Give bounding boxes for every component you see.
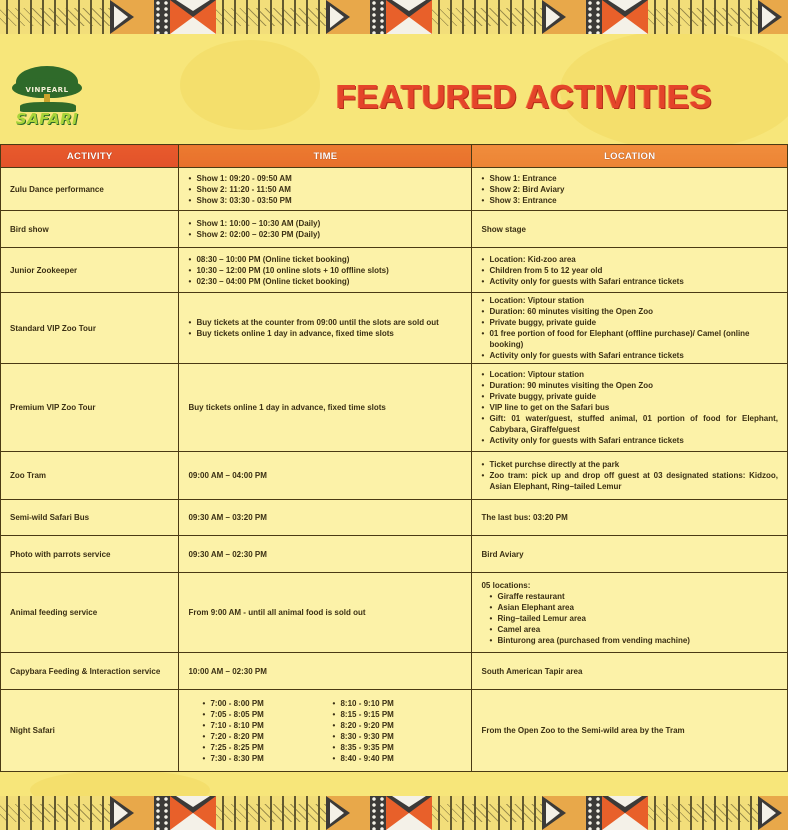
pattern-dots [586, 796, 602, 830]
location-cell [472, 364, 788, 452]
activity-name: Standard VIP Zoo Tour [1, 293, 179, 364]
activity-name: Premium VIP Zoo Tour [1, 364, 179, 452]
pattern-triangle [110, 796, 154, 830]
time-cell [179, 248, 472, 293]
activity-name: Photo with parrots service [1, 536, 179, 573]
time-list-first [202, 698, 332, 764]
location-cell: South American Tapir area [472, 653, 788, 690]
list-item: • Show 3: 03:30 - 03:50 PM [188, 195, 462, 206]
tribal-pattern-border-top [0, 0, 788, 34]
location-cell [472, 452, 788, 500]
tribal-pattern-icon [0, 796, 216, 830]
list-item: • Location: Viptour station [481, 295, 778, 306]
tribal-pattern-icon [432, 796, 648, 830]
list-item: • Asian Elephant area [489, 602, 778, 613]
list-item: • Show 1: 10:00 – 10:30 AM (Daily) [188, 218, 462, 229]
time-cell: 09:30 AM – 03:20 PM [179, 500, 472, 536]
list-item: • Show 2: Bird Aviary [481, 184, 778, 195]
list-item: • Show 2: 11:20 - 11:50 AM [188, 184, 462, 195]
list-item: • Giraffe restaurant [489, 591, 778, 602]
table-row [1, 690, 788, 772]
location-list [481, 591, 778, 646]
list-item: • Duration: 90 minutes visiting the Open Zoo [481, 380, 778, 391]
time-cell [179, 293, 472, 364]
pattern-lines [216, 796, 326, 830]
header-location: LOCATION [472, 145, 788, 168]
pattern-lines [432, 0, 542, 34]
list-item: • Buy tickets online 1 day in advance, fixed time slots [188, 328, 462, 339]
activity-name: Zulu Dance performance [1, 168, 179, 211]
table-row [1, 573, 788, 653]
header-activity: ACTIVITY [1, 145, 179, 168]
activity-name: Junior Zookeeper [1, 248, 179, 293]
pattern-cross [170, 796, 216, 830]
list-item: • Location: Viptour station [481, 369, 778, 380]
activity-name: Night Safari [1, 690, 179, 772]
location-list [481, 254, 778, 287]
list-item: • Private buggy, private guide [481, 391, 778, 402]
table-row [1, 211, 788, 248]
list-item: • 7:30 - 8:30 PM [202, 753, 332, 764]
featured-activities-table [0, 144, 788, 772]
list-item: • Buy tickets at the counter from 09:00 until the slots are sold out [188, 317, 462, 328]
activity-name: Semi-wild Safari Bus [1, 500, 179, 536]
list-item: • Duration: 60 minutes visiting the Open Zoo [481, 306, 778, 317]
list-item: • Location: Kid-zoo area [481, 254, 778, 265]
time-cell [179, 211, 472, 248]
pattern-triangle [758, 796, 788, 830]
table-row [1, 653, 788, 690]
time-list [188, 173, 462, 206]
list-item: • 7:05 - 8:05 PM [202, 709, 332, 720]
location-cell [472, 248, 788, 293]
list-item: • 10:30 – 12:00 PM (10 online slots + 10 offline slots) [188, 265, 462, 276]
time-cell: 09:30 AM – 02:30 PM [179, 536, 472, 573]
time-cell: From 9:00 AM - until all animal food is sold out [179, 573, 472, 653]
logo-brand-text: VINPEARL [25, 86, 69, 94]
table-header-row [1, 145, 788, 168]
list-item: • Ring–tailed Lemur area [489, 613, 778, 624]
time-list-second [332, 698, 462, 764]
pattern-cross [386, 0, 432, 34]
location-list [481, 369, 778, 446]
list-item: • 8:35 - 9:35 PM [332, 742, 462, 753]
time-cell: Buy tickets online 1 day in advance, fixed time slots [179, 364, 472, 452]
location-list [481, 173, 778, 206]
location-cell [472, 573, 788, 653]
pattern-triangle [326, 0, 370, 34]
activity-name: Capybara Feeding & Interaction service [1, 653, 179, 690]
table-row [1, 536, 788, 573]
pattern-dots [370, 0, 386, 34]
tribal-pattern-icon [648, 796, 788, 830]
pattern-triangle [758, 0, 788, 34]
list-item: • 7:00 - 8:00 PM [202, 698, 332, 709]
list-item: • 8:10 - 9:10 PM [332, 698, 462, 709]
list-item: • 8:30 - 9:30 PM [332, 731, 462, 742]
page-title: FEATURED ACTIVITIES [336, 78, 713, 115]
pattern-lines [0, 0, 110, 34]
location-cell: The last bus: 03:20 PM [472, 500, 788, 536]
tribal-pattern-icon [648, 0, 788, 34]
pattern-triangle [326, 796, 370, 830]
list-item: • 8:20 - 9:20 PM [332, 720, 462, 731]
table-row [1, 452, 788, 500]
pattern-cross [602, 796, 648, 830]
pattern-triangle [542, 796, 586, 830]
pattern-dots [154, 796, 170, 830]
list-item: • Show 2: 02:00 – 02:30 PM (Daily) [188, 229, 462, 240]
list-item: • 7:20 - 8:20 PM [202, 731, 332, 742]
location-cell: Bird Aviary [472, 536, 788, 573]
time-cell: 09:00 AM – 04:00 PM [179, 452, 472, 500]
vinpearl-safari-logo [12, 66, 82, 130]
tribal-pattern-icon [432, 0, 648, 34]
list-item: • Children from 5 to 12 year old [481, 265, 778, 276]
list-item: • Private buggy, private guide [481, 317, 778, 328]
tribal-pattern-border-bottom [0, 796, 788, 830]
list-item: • 08:30 – 10:00 PM (Online ticket booking) [188, 254, 462, 265]
time-cell [179, 690, 472, 772]
time-list [188, 254, 462, 287]
location-cell [472, 168, 788, 211]
time-list [188, 317, 462, 339]
pattern-lines [648, 0, 758, 34]
activity-name: Zoo Tram [1, 452, 179, 500]
list-item: • Binturong area (purchased from vending machine) [489, 635, 778, 646]
pattern-lines [648, 796, 758, 830]
pattern-dots [370, 796, 386, 830]
header-time: TIME [179, 145, 472, 168]
list-item: • Activity only for guests with Safari entrance tickets [481, 435, 778, 446]
list-item: • Activity only for guests with Safari entrance tickets [481, 276, 778, 287]
list-item: • Activity only for guests with Safari entrance tickets [481, 350, 778, 361]
list-item: • Zoo tram: pick up and drop off guest at 03 designated stations: Kidzoo, Asian Elephant, Ring–tailed Lemur [481, 470, 778, 492]
list-item: • 8:40 - 9:40 PM [332, 753, 462, 764]
list-item: • Camel area [489, 624, 778, 635]
background-decoration [180, 40, 320, 130]
tribal-pattern-icon [216, 0, 432, 34]
list-item: • Ticket purchse directly at the park [481, 459, 778, 470]
pattern-lines [432, 796, 542, 830]
list-item: • 7:25 - 8:25 PM [202, 742, 332, 753]
location-list [481, 295, 778, 361]
time-list [188, 218, 462, 240]
location-heading: 05 locations: [481, 580, 531, 590]
table-row [1, 293, 788, 364]
time-cell: 10:00 AM – 02:30 PM [179, 653, 472, 690]
list-item: • 8:15 - 9:15 PM [332, 709, 462, 720]
time-cell [179, 168, 472, 211]
logo-name-text: SAFARI [15, 110, 79, 128]
pattern-triangle [110, 0, 154, 34]
list-item: • 01 free portion of food for Elephant (offline purchase)/ Camel (online booking) [481, 328, 778, 350]
tribal-pattern-icon [0, 0, 216, 34]
pattern-lines [0, 796, 110, 830]
list-item: • Show 1: 09:20 - 09:50 AM [188, 173, 462, 184]
pattern-triangle [542, 0, 586, 34]
location-list [481, 459, 778, 492]
table-row [1, 500, 788, 536]
pattern-cross [170, 0, 216, 34]
location-cell: Show stage [472, 211, 788, 248]
activity-name: Bird show [1, 211, 179, 248]
list-item: • 02:30 – 04:00 PM (Online ticket booking) [188, 276, 462, 287]
list-item: • VIP line to get on the Safari bus [481, 402, 778, 413]
list-item: • 7:10 - 8:10 PM [202, 720, 332, 731]
list-item: • Show 3: Entrance [481, 195, 778, 206]
list-item: • Show 1: Entrance [481, 173, 778, 184]
pattern-lines [216, 0, 326, 34]
table-row [1, 168, 788, 211]
tribal-pattern-icon [216, 796, 432, 830]
table-row [1, 248, 788, 293]
location-cell: From the Open Zoo to the Semi-wild area by the Tram [472, 690, 788, 772]
night-safari-times [188, 698, 462, 764]
table-row [1, 364, 788, 452]
pattern-dots [586, 0, 602, 34]
pattern-cross [602, 0, 648, 34]
pattern-cross [386, 796, 432, 830]
pattern-dots [154, 0, 170, 34]
activity-name: Animal feeding service [1, 573, 179, 653]
location-cell [472, 293, 788, 364]
list-item: • Gift: 01 water/guest, stuffed animal, 01 portion of food for Elephant, Cabybara, Giraffe/guest [481, 413, 778, 435]
